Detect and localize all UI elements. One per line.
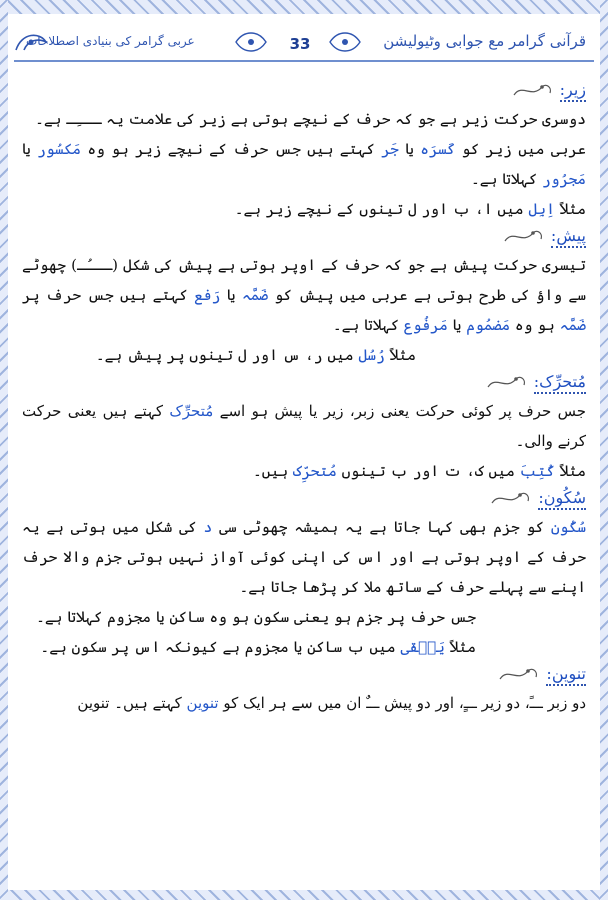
term: ضَمَّہ <box>559 316 586 334</box>
text-run: تیسری حرکت پیش ہے جو کہ حرف کے اوپر ہوتی ہے پیش کی شکل (ـــُـ) چھوٹے سے واؤ کی طرح ہوتی ہے عربی میں پیش کو <box>22 256 586 304</box>
term: رُسُل <box>358 346 385 364</box>
paragraph <box>22 396 586 456</box>
section-heading-sukoon <box>22 486 586 512</box>
text-run: کہلاتا ہے۔ <box>470 170 543 188</box>
heading-text: تنوین: <box>546 664 586 686</box>
text-run: کو جزم بھی کہا جاتا ہے یہ ہمیشہ چھوٹی سی <box>212 518 551 536</box>
text-run: مثلاً <box>444 638 476 656</box>
text-run: کہتے ہیں جس حرف پر <box>22 286 195 304</box>
text-run: مثلاً <box>554 462 586 480</box>
heading-text: سُکُون: <box>538 488 586 510</box>
term: اِبِل <box>528 200 555 218</box>
text-run: مثلاً <box>554 200 586 218</box>
text-run: دو زبر ـــً، دو زیر ـــٍ، اور دو پیش ـــٌ ان میں سے ہر ایک کو <box>218 694 586 712</box>
ornament-icon <box>234 28 268 56</box>
example-line <box>22 340 586 370</box>
decorative-border-right <box>600 0 608 900</box>
term: ضَمَّہ <box>241 286 269 304</box>
page-header <box>14 24 594 68</box>
paragraph <box>22 512 586 602</box>
text-run: ہو وہ <box>510 316 560 334</box>
text-run: کہتے ہیں یعنی حرکت کرنے والی۔ <box>22 402 586 450</box>
decorative-border-top <box>0 0 608 14</box>
text-run: کہلاتا ہے۔ <box>332 316 404 334</box>
term: کُتِبَ <box>519 462 555 480</box>
text-run: میں ب ساکن یا مجزوم ہے کیونکہ اس پر سکون ہے۔ <box>40 638 401 656</box>
heading-text: پیش: <box>551 226 586 248</box>
term: کَسرَہ <box>420 140 456 158</box>
example-line <box>22 632 586 662</box>
decorative-border-bottom <box>0 890 608 900</box>
term: جَر <box>381 140 399 158</box>
example-line <box>22 456 586 486</box>
paragraph: جس حرف پر جزم ہو یعنی سکون ہو وہ ساکن یا مجزوم کہلاتا ہے۔ <box>36 608 476 626</box>
header-book-title: قرآنی گرامر مع جوابی وٹیولیشن <box>383 32 586 50</box>
paragraph <box>22 250 586 340</box>
text-run: میں ک، ت اور ب تینوں <box>336 462 520 480</box>
text-run: جس حرف پر کوئی حرکت یعنی زبر، زیر یا پیش ہو اسے <box>213 402 587 420</box>
term: مُتحرِّک <box>292 462 337 480</box>
text-run: یا <box>398 140 421 158</box>
text-run: مثلاً <box>384 346 416 364</box>
text-run: ہیں۔ <box>253 462 293 480</box>
text-run: کہتے ہیں جس حرف کے نیچے زیر ہو وہ <box>81 140 382 158</box>
term: د <box>203 518 213 536</box>
term: مَضمُوم <box>466 316 511 334</box>
term: مَرفُوع <box>403 316 448 334</box>
decorative-border-left <box>0 0 8 900</box>
header-divider <box>14 60 594 62</box>
text-run: یا <box>22 140 38 158</box>
term: سُکُون <box>550 518 587 536</box>
term: مَجرُور <box>542 170 586 188</box>
text-run: یا <box>447 316 467 334</box>
text-run: یا <box>220 286 242 304</box>
flourish-icon <box>503 227 545 247</box>
flourish-icon <box>512 81 554 101</box>
text-run: میں ر، س اور ل تینوں پر پیش ہے۔ <box>95 346 359 364</box>
heading-text: زیر: <box>560 80 586 102</box>
page-number: 33 <box>289 35 311 53</box>
flourish-icon <box>490 489 532 509</box>
flourish-icon <box>498 665 540 685</box>
text-run: میں ا، ب اور ل تینوں کے نیچے زیر ہے۔ <box>234 200 529 218</box>
text-run: عربی میں زیر کو <box>455 140 587 158</box>
section-heading-pesh <box>22 224 586 250</box>
paragraph <box>22 688 586 718</box>
text-run: کی شکل میں ہوتی ہے یہ حرف کے اوپر ہوتی ہے اور اس کی اپنی کوئی آواز نہیں ہوتی جزم والا حرف اپنے سے پہلے حرف کے ساتھ ملا کر پڑھا جاتا ہے۔ <box>22 518 586 596</box>
page-content <box>22 78 586 718</box>
flourish-icon <box>486 373 528 393</box>
heading-text: مُتحرِّک: <box>534 372 586 394</box>
term: مَکسُور <box>37 140 82 158</box>
header-chapter-title: عربی گرامر کی بنیادی اصطلاحات <box>26 34 195 48</box>
section-heading-tanween <box>22 662 586 688</box>
term: رَفع <box>194 286 221 304</box>
section-heading-zer <box>22 78 586 104</box>
example-line <box>22 194 586 224</box>
ornament-icon <box>328 28 362 56</box>
paragraph <box>22 134 586 194</box>
paragraph: دوسری حرکت زیر ہے جو کہ حرف کے نیچے ہوتی ہے زیر کی علامت یہ ـــِـ ہے۔ <box>35 110 586 128</box>
term: تنوین <box>186 694 219 712</box>
section-heading-mutaharrik <box>22 370 586 396</box>
text-run: کہتے ہیں۔ تنوین <box>77 694 187 712</box>
term: مُتحرِّک <box>169 402 214 420</box>
term: یَبۡقٰی <box>400 638 445 656</box>
